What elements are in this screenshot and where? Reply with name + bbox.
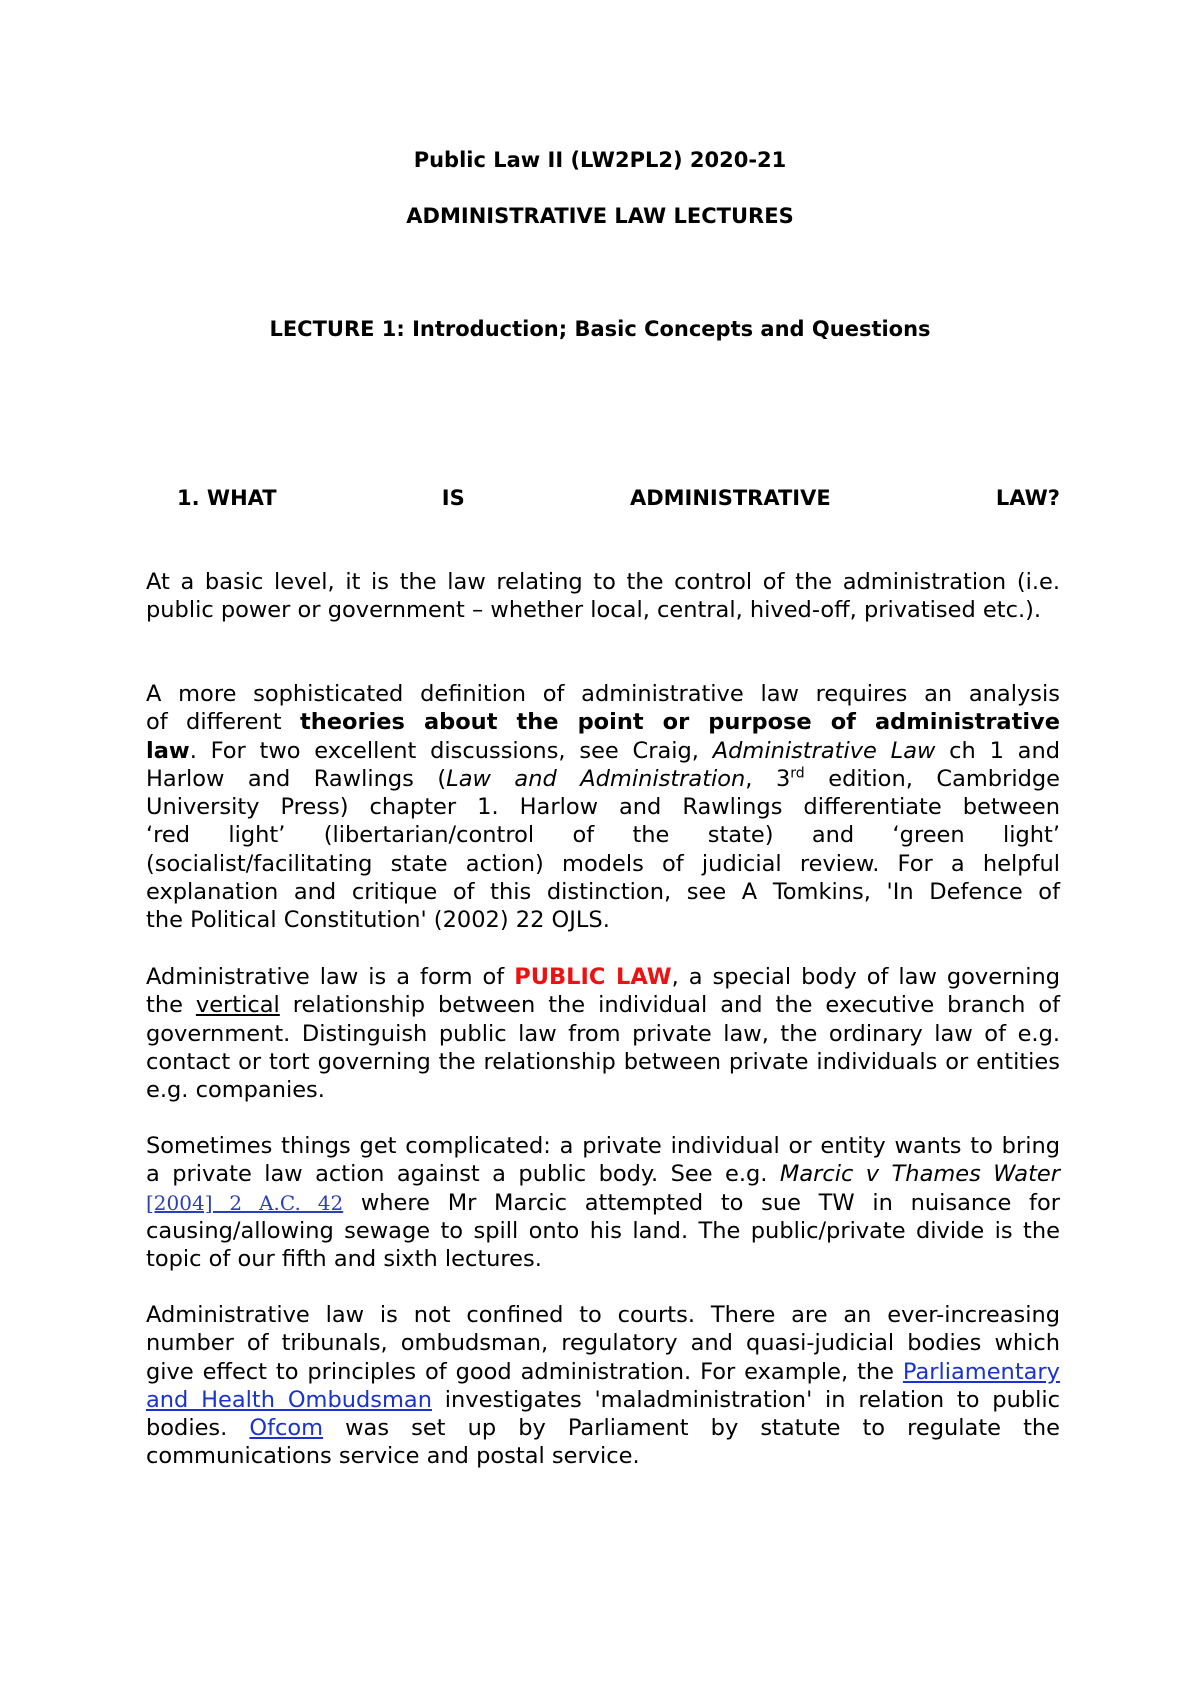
section-heading-word: LAW? [995, 486, 1060, 510]
document-subtitle: ADMINISTRATIVE LAW LECTURES [406, 204, 794, 228]
text-run: was set up by Parliament by statute to regulate the communications service and postal service. [146, 1415, 1060, 1470]
text-run: , a special body of law governing the [146, 964, 1060, 1019]
paragraph-basic-level: At a basic level, it is the law relating to the control of the administration (i.e. public power or government – whether local, central, hived-off, privatised etc.). [146, 569, 1060, 624]
case-name-marcic: Marcic v Thames Water [779, 1161, 1060, 1188]
text-run: , 3 [745, 765, 791, 792]
text-run: edition, Cambridge [804, 765, 1060, 792]
book-title-administrative-law: Administrative Law [712, 737, 936, 764]
text-run: Harlow and Rawlings ( [146, 765, 447, 792]
section-heading-word: IS [441, 486, 465, 510]
paragraph-sophisticated-definition [146, 680, 1060, 935]
paragraph-public-law [146, 963, 1060, 1104]
law-emphasis: law [146, 737, 190, 764]
paragraph-beyond-courts [146, 1301, 1060, 1471]
ordinal-superscript: rd [790, 765, 805, 782]
theories-emphasis: theories about the point or purpose of administrative [299, 709, 1060, 736]
text-run: Sometimes things get complicated: a private individual or entity wants to bring a private law action against a public body. See e.g. [146, 1133, 1060, 1188]
text-run: Administrative law is a form of [146, 964, 515, 990]
paragraph-line: the Political Constitution' (2002) 22 OJLS. [146, 907, 610, 934]
document-title: Public Law II (LW2PL2) 2020-21 [413, 148, 787, 172]
paragraph-line [146, 765, 1060, 793]
lecture-heading: LECTURE 1: Introduction; Basic Concepts and Questions [269, 317, 931, 341]
paragraph-line: explanation and critique of this distinction, see A Tomkins, 'In Defence of [146, 879, 1060, 906]
text-run: . For two excellent discussions, see Craig, [189, 737, 713, 764]
section-heading [177, 484, 1060, 512]
text-run: of different [146, 709, 300, 736]
section-heading-word: ADMINISTRATIVE [629, 486, 831, 510]
text-run: ch 1 and [935, 737, 1061, 764]
ombudsman-link[interactable]: Parliamentary and Health Ombudsman [146, 1358, 1060, 1413]
text-run: Administrative law is not confined to courts. There are an ever-increasing number of tribunals, ombudsman, regulatory and quasi-judicial bodies which give effect to principles of good administration. For example, the [146, 1302, 1060, 1385]
paragraph-line: A more sophisticated definition of administrative law requires an analysis [146, 681, 1060, 707]
paragraph-line: ‘red light’ (libertarian/control of the state) and ‘green light’ [146, 822, 1060, 849]
paragraph-line: (socialist/facilitating state action) models of judicial review. For a helpful [146, 850, 1060, 877]
public-law-highlight: PUBLIC LAW [514, 964, 672, 990]
paragraph-line: University Press) chapter 1. Harlow and Rawlings differentiate between [146, 794, 1060, 821]
paragraph-line [146, 737, 1060, 765]
section-heading-word: 1. WHAT [177, 486, 277, 510]
book-title-law-and-administration: Law and Administration [446, 765, 746, 792]
citation-link[interactable]: [2004] 2 A.C. 42 [146, 1190, 344, 1215]
text-run: relationship between the individual and the executive branch of government. Distinguish public law from private law, the ordinary law of e.g. contact or tort governing the relationship between private individuals or entities e.g. companies. [146, 992, 1061, 1104]
text-run: investigates 'maladministration' in relation to public bodies. [146, 1386, 1060, 1442]
vertical-emphasis: vertical [195, 992, 280, 1019]
ofcom-link[interactable]: Ofcom [249, 1415, 324, 1442]
text-run: where Mr Marcic attempted to sue TW in nuisance for causing/allowing sewage to spill onto his land. The public/private divide is the topic of our fifth and sixth lectures. [146, 1189, 1060, 1273]
paragraph-line [146, 708, 1060, 736]
paragraph-complications [146, 1132, 1060, 1273]
